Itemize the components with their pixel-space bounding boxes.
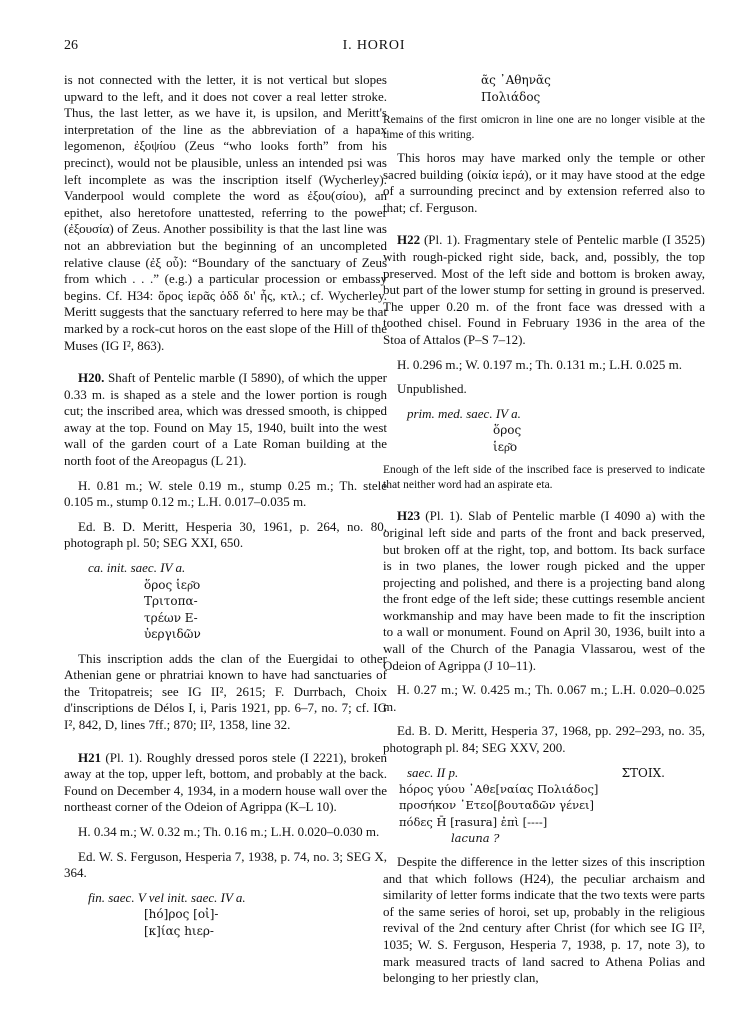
h23-dimensions: H. 0.27 m.; W. 0.425 m.; Th. 0.067 m.; L.H. 0.020–0.025 m. <box>383 682 705 714</box>
h22-date: prim. med. saec. IV a. <box>407 405 521 421</box>
h21-dimensions: H. 0.34 m.; W. 0.32 m.; Th. 0.16 m.; L.H. 0.020–0.030 m. <box>78 823 380 839</box>
h22-description: H22 (Pl. 1). Fragmentary stele of Pentelic marble (I 3525) with rough-picked right side, back, and, possibly, the top preserved. Most of the left side and bottom is broken away, but part of the lower stump for setting in ground is preserved. The upper 0.20 m. of the front face was dressed with a toothed chisel. Found in February 1936 in the area of the Stoa of Attalos (P–S 7–12). <box>383 232 706 347</box>
h20-date: ca. init. saec. IV a. <box>88 560 186 576</box>
h20-id: H20. <box>78 370 105 386</box>
h21-inscription-continued <box>481 72 705 105</box>
h21-inscription <box>144 906 387 939</box>
page-number: 26 <box>64 38 78 53</box>
inscription-line: Πολιάδος <box>481 89 541 104</box>
inscription-line: προσήκον ᾿Ετεο[βουταδῶν γένει] <box>399 798 595 813</box>
inscription-line: ὅρος <box>493 423 522 438</box>
inscription-line: ἱερ͂ο <box>493 439 518 454</box>
inscription-line: lacuna ? <box>451 830 500 845</box>
right-column <box>383 72 705 987</box>
h22-inscription <box>493 422 705 455</box>
inscription-line: hόρος γύου ᾿Αθε[ναίας Πολιάδος] <box>399 782 599 797</box>
h23-date-row <box>383 765 705 782</box>
inscription-line: [κ]ίας hιερ- <box>144 923 214 938</box>
h23-stoich: ΣΤΟΙΧ. <box>621 765 665 780</box>
h21-id: H21 <box>78 749 102 765</box>
h23-inscription <box>399 781 705 846</box>
intro-paragraph: is not connected with the letter, it is not vertical but slopes upward to the left, and it does not cover a real letter stroke. Thus, the last letter, as we have it, is upsilon, and Meritt's interpretation of the line as the abbreviation of a hapax legomenon, ἐξοψίου (Zeus “who looks forth” from his precinct), would not be plausible, unless an intended psi was left incomplete as was the inscription itself (Wycherley). Vanderpool would complete the word as ἐξου(σίου), an epithet, also heretofore unattested, referring to the power (ἐξουσία) of Zeus. Another possibility is that the last line was not an abbreviation but the beginning of an uncompleted relative clause (ἐξ οὗ): “Boundary of the sanctuary of Zeus from which . . .” (e.g.) a particular procession or embassy begins. Cf. H34: ὅρος ἱερᾶς ὁδδ δι' ἧς, κτλ.; cf. Wycherley. Meritt suggests that the sanctuary referred to here may be that marked by a rock-cut horos on the east slope of the Hill of the Muses (IG I², 863). <box>64 72 387 353</box>
inscription-line: πόδες H̄ [rasura] ἐπὶ [----] <box>399 814 548 829</box>
h21-description: H21 (Pl. 1). Roughly dressed poros stele (I 2221), broken away at the top, upper left, bottom, and probably at the back. Found on December 4, 1934, in a modern house wall over the northeast corner of the Odeion of Agrippa (K–L 10). <box>64 749 388 815</box>
h23-date: saec. II p. <box>407 764 459 780</box>
h22-dimensions: H. 0.296 m.; W. 0.197 m.; Th. 0.131 m.; L.H. 0.025 m. <box>397 356 683 372</box>
page-header <box>64 38 684 56</box>
h20-commentary: This inscription adds the clan of the Euergidai to other Athenian gene or phratriai known to have had sanctuaries of the Tritopatreis; see IG II², 2615; F. Durrbach, Choix d'inscriptions de Délos I, i, Paris 1921, pp. 6–7, no. 7; cf. IG I², 842, D, lines 7ff.; 870; II², 1358, line 32. <box>64 650 387 732</box>
h21-date: fin. saec. V vel init. saec. IV a. <box>88 889 246 905</box>
h23-edition: Ed. B. D. Meritt, Hesperia 37, 1968, pp. 292–293, no. 35, photograph pl. 84; SEG XXV, 200. <box>383 723 705 756</box>
h22-note: Enough of the left side of the inscribed face is preserved to indicate that neither word had an aspirate eta. <box>383 464 705 491</box>
h21-note: Remains of the first omicron in line one are no longer visible at the time of this writing. <box>383 114 705 141</box>
h20-description: H20. Shaft of Pentelic marble (I 5890), of which the upper 0.33 m. is shaped as a stele and the lower portion is rough cut; the inscribed area, which was dressed smooth, is chipped away at the top. Found on May 15, 1940, built into the west wall of the garden court of a Late Roman building at the north foot of the Areopagus (L 21). <box>64 370 387 469</box>
inscription-line: τρέων Ε- <box>144 610 198 625</box>
h20-dimensions: H. 0.81 m.; W. stele 0.19 m., stump 0.25 m.; Th. stele 0.105 m., stump 0.12 m.; L.H. 0.017–0.035 m. <box>64 477 387 510</box>
h23-description: H23 (Pl. 1). Slab of Pentelic marble (I 4090 a) with the original left side and parts of the front and back preserved, but broken off at the right, top, and bottom. Its back surface is in two planes, the lower rough picked and the upper projecting and polished, and there is a projecting band along the front edge of the left side; these cuttings resemble ancient workmanship and may have been made to fit the inscription to a wall or monument. Found on April 30, 1936, built into a wall of the Church of the Panagia Vlassarou, west of the Odeion of Agrippa (J 10–11). <box>383 508 705 673</box>
running-head: I. HOROI <box>342 38 406 53</box>
left-column <box>64 72 387 939</box>
inscription-line: ὅρος ἱερ͂ο <box>144 577 201 592</box>
h22-id: H22 <box>397 232 421 248</box>
h21-edition: Ed. W. S. Ferguson, Hesperia 7, 1938, p. 74, no. 3; SEG X, 364. <box>64 848 387 881</box>
inscription-line: Τριτοπα- <box>144 594 198 609</box>
h23-id: H23 <box>397 508 421 524</box>
inscription-line: [hό]ρος [οἰ]- <box>144 907 219 922</box>
inscription-line: ὐεργιδῶν <box>144 627 201 642</box>
h20-inscription <box>144 577 387 643</box>
h21-commentary: This horos may have marked only the temple or other sacred building (οἰκία ἱερά), or it may have stood at the edge of a surrounding precinct and by extension referred also to that; cf. Ferguson. <box>383 150 705 215</box>
h20-edition: Ed. B. D. Meritt, Hesperia 30, 1961, p. 264, no. 80, photograph pl. 50; SEG XXI, 650. <box>64 518 387 551</box>
h23-commentary: Despite the difference in the letter sizes of this inscription and that which follows (H24), the peculiar archaism and similarity of letter forms indicate that the two texts were parts of the same series of horoi, set up, probably in the religious revival of the 2nd century after Christ (for which see IG II², 1035; W. S. Ferguson, Hesperia 7, 1938, p. 17, note 3), to mark measured tracts of land sacred to Athena Polias and belonging to her priestly clan, <box>383 854 705 986</box>
inscription-line: ᾶς ᾿Αθηνᾶς <box>481 73 551 87</box>
h22-edition: Unpublished. <box>397 381 467 397</box>
